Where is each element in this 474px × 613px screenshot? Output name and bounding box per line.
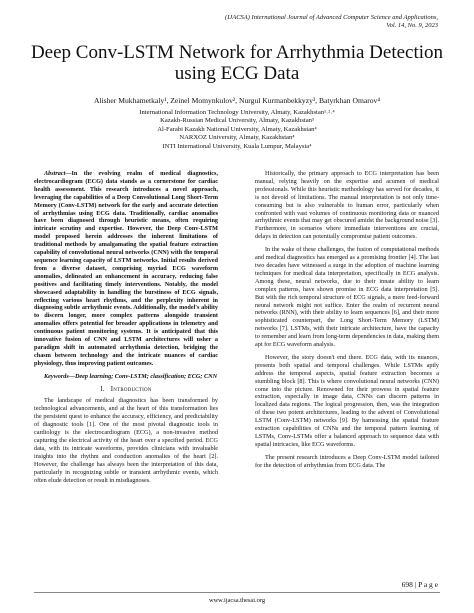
footer-divider bbox=[34, 592, 440, 593]
section-number: I. bbox=[100, 385, 105, 393]
abstract-text: In the evolving realm of medical diagnostics, electrocardiogram (ECG) data stands as a cornerstone for cardiac health assessment. This research introduces a novel approach, leveraging the capabilities of a Deep Convolutional Long Short-Term Memory (Conv-LSTM) network for the early and accurate detection of arrhythmias using ECG data. Traditionally, cardiac anomalies have been diagnosed through heuristic means, often requiring intricate scrutiny and expertise. However, the Deep Conv-LSTM model proposed herein addresses the inherent limitations of traditional methods by amalgamating the spatial feature extraction capability of convolutional neural networks (CNN) with the temporal sequence learning capacity of LSTM networks. Initial results derived from a diverse dataset, comprising myriad ECG waveform anomalies, delineated an enhancement in accuracy, reducing false positives and facilitating timely interventions. Notably, the model showcased adaptability in handling the burstiness of ECG signals, reflecting various heart rhythms, and the perplexity inherent in diagnosing subtle arrhythmic events. Additionally, the model's ability to discern longer, more complex patterns alongside transient anomalies offers potential for broader applications in telemetry and continuous patient monitoring systems. It is anticipated that this innovative fusion of CNN and LSTM architectures will usher a paradigm shift in automated arrhythmia detection, bridging the chasm between technology and the intricate nuances of cardiac physiology, thus improving patient outcomes. bbox=[34, 170, 218, 367]
affiliation: Al-Farabi Kazakh National University, Almaty, Kazakhstan⁴ bbox=[157, 125, 317, 133]
affiliation: INTI International University, Kuala Lumpur, Malaysia⁴ bbox=[162, 142, 312, 150]
body-paragraph: However, the story doesn't end there. ECG data, with its nuances, presents both spatial and temporal challenges. While LSTMs aptly address the temporal aspects, spatial feature extraction becomes a stumbling block [8]. This is where convolutional neural networks (CNN) come into the picture. Renowned for their prowess in spatial feature extraction, especially in image data, CNNs can discern patterns in localized data regions. The logical progression, then, was the integration of these two potent architectures, leading to the advent of Convolutional LSTM (Conv-LSTM) networks [9]. By harnessing the spatial feature extraction capabilities of CNNs and the temporal pattern learning of LSTMs, Conv-LSTMs offer a balanced approach to sequence data with spatial intricacies, like ECG waveforms. bbox=[255, 353, 439, 448]
body-paragraph: In the wake of these challenges, the fusion of computational methods and medical diagnostics has emerged as a promising frontier [4]. The last two decades have witnessed a surge in the adoption of machine learning techniques for medical data interpretation, specifically in ECG analysis. Among these, neural networks, due to their innate ability to learn complex patterns, have shown promise in ECG data interpretation [5]. But with the rich temporal structure of ECG signals, a mere feed-forward neural network might not suffice. Enter the realm of recurrent neural networks (RNN), with their ability to learn sequences [6], and their more sophisticated counterpart, the Long Short-Term Memory (LSTM) networks [7]. LSTMs, with their intricate architecture, have the capacity to remember and learn from long-term dependencies in data, making them apt for ECG waveform analysis. bbox=[255, 246, 440, 349]
page-number: 698 | P a g e bbox=[401, 580, 438, 589]
author-list: Alisher Mukhametkaly¹, Zeinel Momynkulov², Nurgul Kurmanbekkyzy³, Batyrkhan Omarov⁴ bbox=[93, 96, 381, 105]
section-title: Introduction bbox=[110, 385, 152, 393]
journal-volume: Vol. 14, No. 9, 2023 bbox=[386, 22, 438, 29]
journal-name: (IJACSA) International Journal of Advanced Computer Science and Applications, bbox=[225, 14, 438, 21]
affiliation: NARXOZ University, Almaty, Kazakhstan⁴ bbox=[179, 134, 295, 142]
left-column bbox=[34, 170, 218, 489]
paper-title: Deep Conv-LSTM Network for Arrhythmia Detection using ECG Data bbox=[30, 42, 444, 84]
body-paragraph: The present research introduces a Deep Conv-LSTM model tailored for the detection of arrhythmias from ECG data. The bbox=[255, 453, 439, 469]
section-heading bbox=[34, 386, 218, 394]
keywords: Keywords—Deep learning; Conv-LSTM; classification; ECG; CNN bbox=[44, 372, 218, 380]
journal-header bbox=[138, 14, 438, 30]
affiliation: Kazakh-Russian Medical University, Almaty, Kazakhstan³ bbox=[160, 117, 314, 125]
abstract-label: Abstract— bbox=[44, 170, 72, 177]
journal-website: www.ijacsa.thesai.org bbox=[208, 597, 266, 604]
affiliation-list bbox=[20, 109, 454, 151]
body-paragraph: Historically, the primary approach to ECG interpretation has been manual, relying heavily on the expertise and acumen of medical professionals. While this heuristic methodology has served for decades, it is not devoid of limitations. The manual interpretation is not only time-consuming but is also vulnerable to human error, particularly when confronted with vast volumes of continuous monitoring data or nuanced arrhythmic events that may get obscured amidst the background noise [3]. Furthermore, in scenarios where immediate interventions are crucial, delays in detection can potentially compromise patient outcomes. bbox=[255, 170, 439, 241]
abstract bbox=[34, 170, 218, 368]
body-paragraph: The landscape of medical diagnostics has been transformed by technological advancements, and at the heart of this transformation lies the persistent quest to enhance the accuracy, efficiency, and predictability of diagnostic tools [1]. One of the most pivotal diagnostic tools in cardiology is the electrocardiogram (ECG), a non-invasive method capturing the electrical activity of the heart over a specified period. ECG data, with its intricate waveforms, provides clinicians with invaluable insights into the rhythm and conduction anomalies of the heart [2]. However, the challenge has always been the interpretation of this data, particularly in recognizing subtle or transient arrhythmic events, which often elude detection or result in misdiagnoses. bbox=[34, 397, 218, 484]
right-column bbox=[255, 170, 439, 475]
affiliation: International Information Technology University, Almaty, Kazakhstan¹˒²˒⁴ bbox=[139, 109, 335, 116]
